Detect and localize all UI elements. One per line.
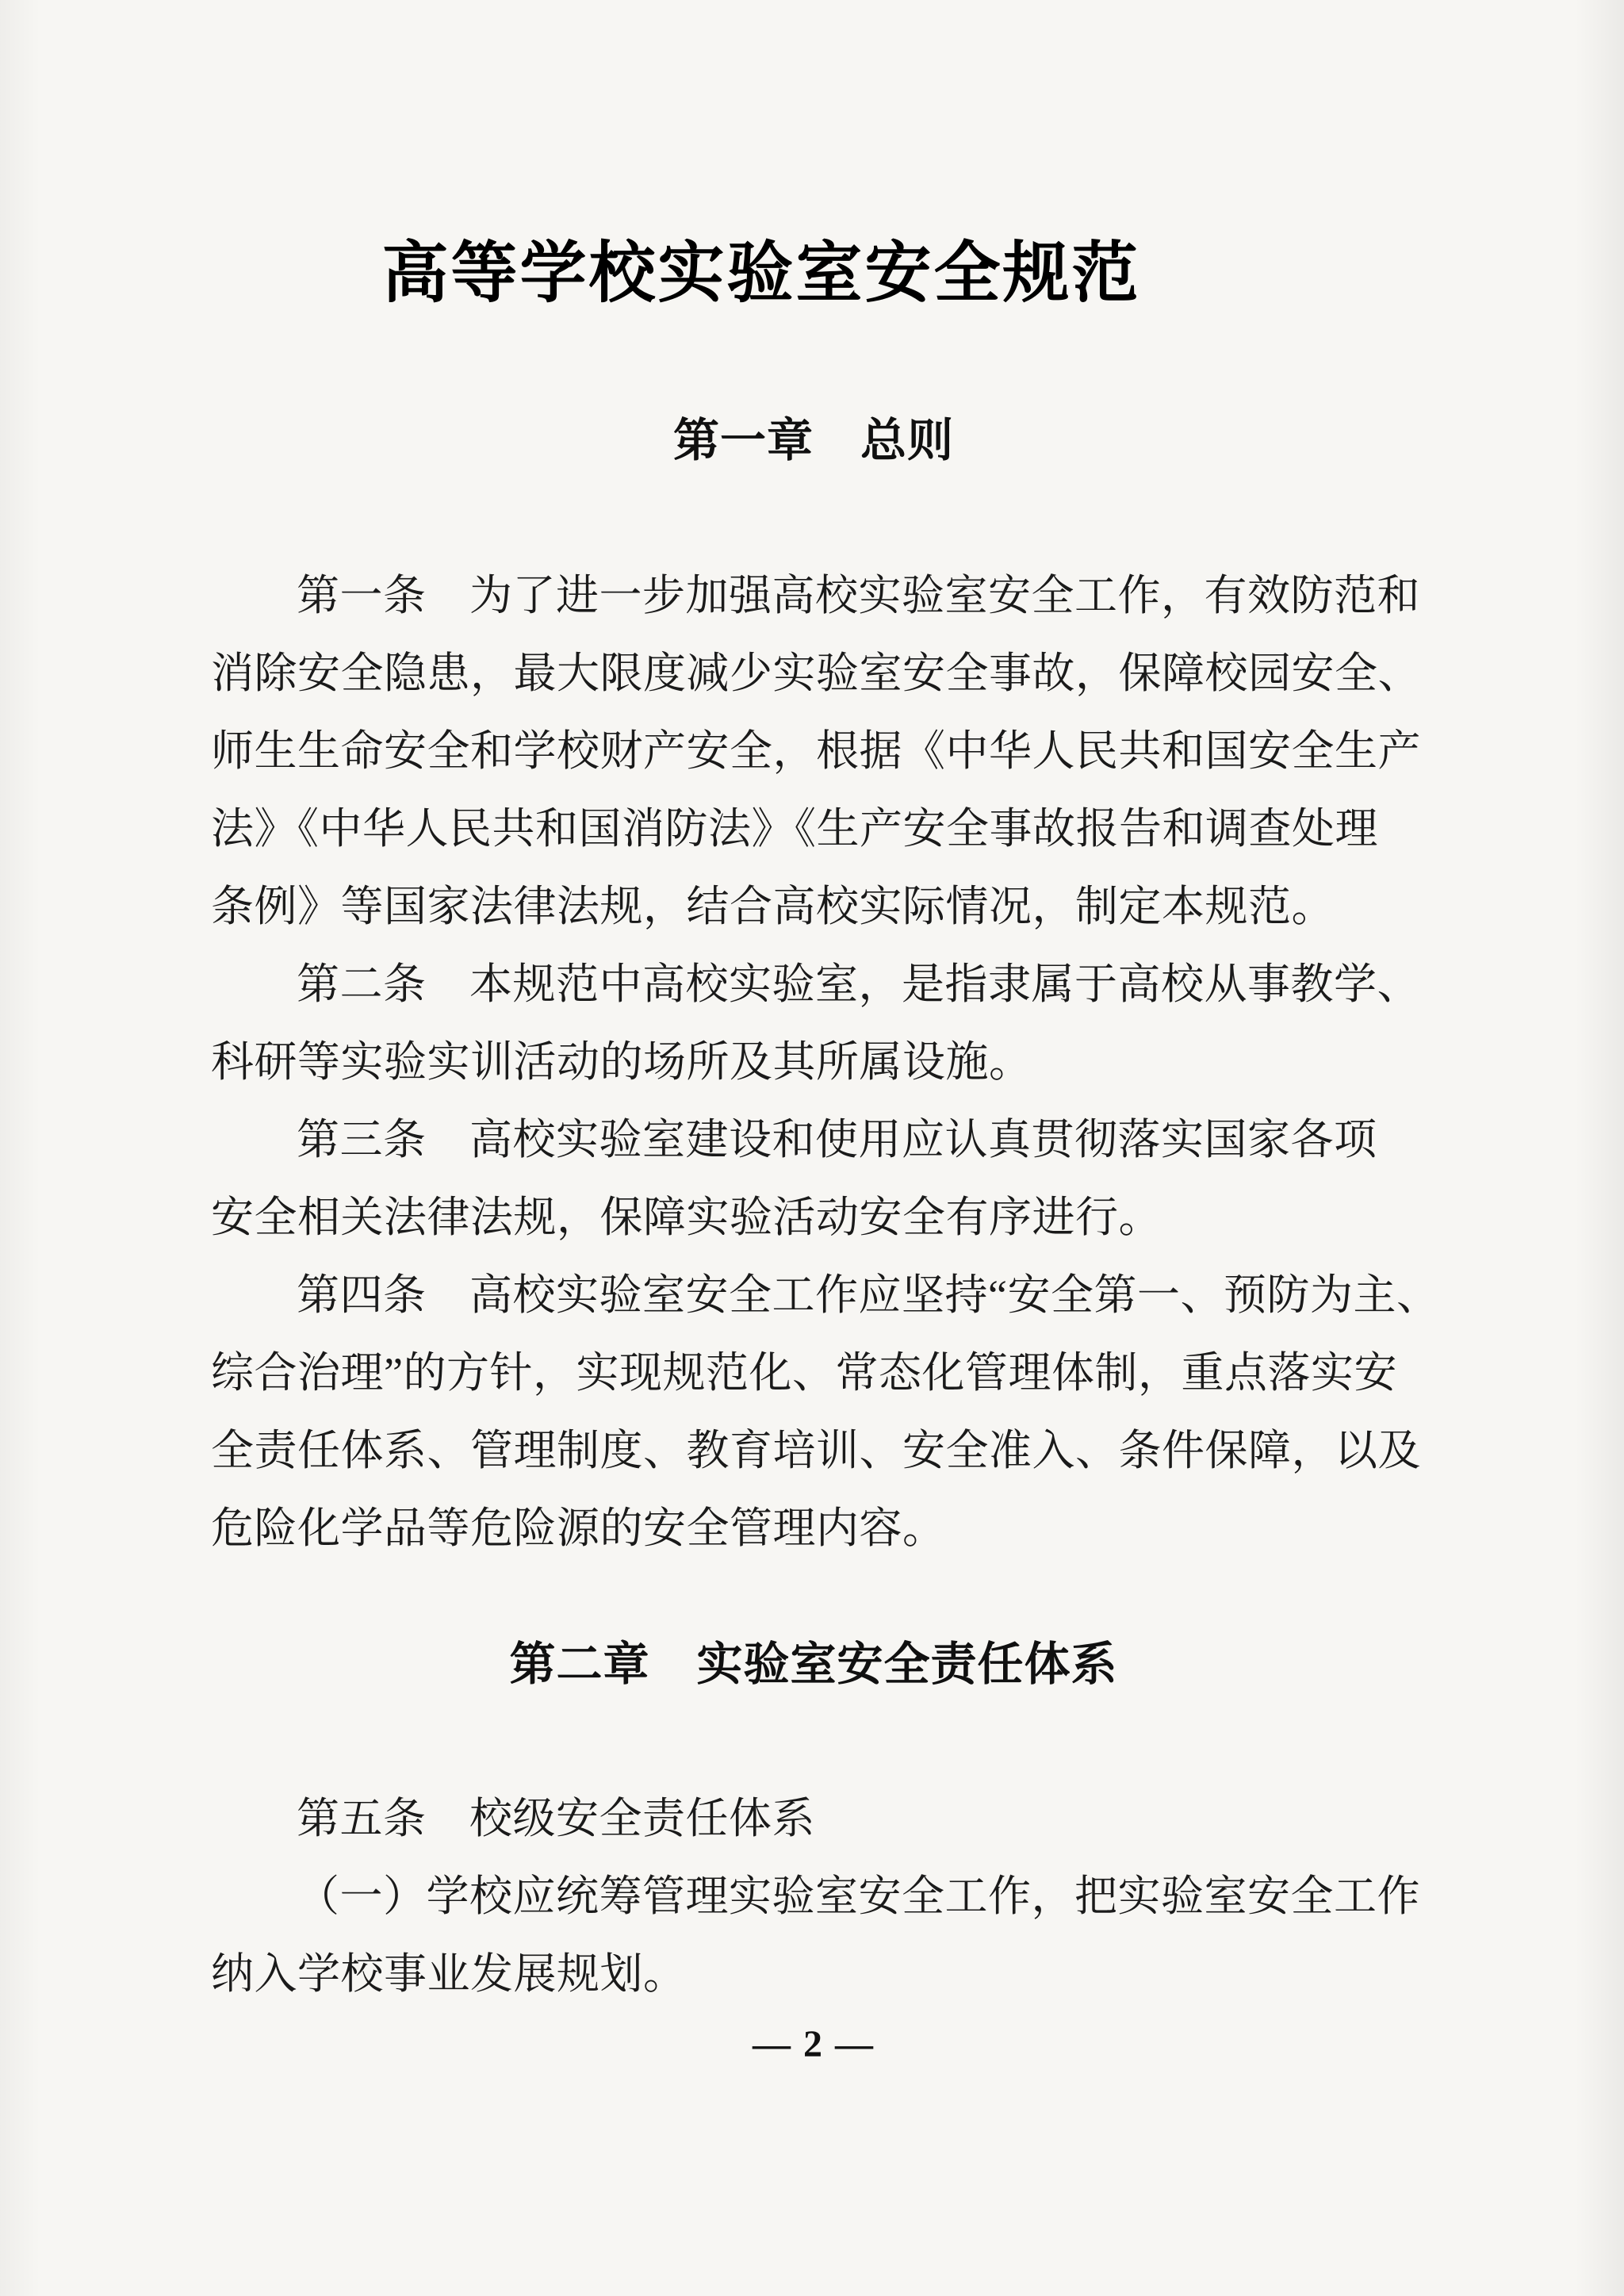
paragraph-line: 综合治理”的方针，实现规范化、常态化管理体制，重点落实安 bbox=[211, 1348, 1397, 1397]
paragraph-line: 科研等实验实训活动的场所及其所属设施。 bbox=[211, 1037, 1032, 1086]
paragraph-line: 危险化学品等危险源的安全管理内容。 bbox=[211, 1504, 946, 1552]
chapter-1-body bbox=[211, 557, 1440, 1567]
chapter-2-heading: 第二章 实验室安全责任体系 bbox=[509, 1638, 1118, 1690]
paragraph-line: 第三条 高校实验室建设和使用应认真贯彻落实国家各项 bbox=[297, 1115, 1377, 1163]
document-title: 高等学校实验室安全规范 bbox=[381, 237, 1141, 311]
paragraph-line: 条例》等国家法律法规，结合高校实际情况，制定本规范。 bbox=[211, 882, 1335, 930]
paragraph-line: 第五条 校级安全责任体系 bbox=[297, 1795, 815, 1843]
paragraph-line: 第二条 本规范中高校实验室，是指隶属于高校从事教学、 bbox=[297, 960, 1420, 1008]
paragraph-line: 纳入学校事业发展规划。 bbox=[211, 1950, 687, 1999]
page-number: — 2 — bbox=[753, 2023, 875, 2066]
paragraph-line: 安全相关法律法规，保障实验活动安全有序进行。 bbox=[211, 1193, 1162, 1241]
paragraph-line: 第四条 高校实验室安全工作应坚持“安全第一、预防为主、 bbox=[297, 1271, 1440, 1319]
chapter-1-heading: 第一章 总则 bbox=[672, 415, 954, 467]
paragraph-line: 全责任体系、管理制度、教育培训、安全准入、条件保障，以及 bbox=[211, 1426, 1421, 1474]
paragraph-line: 师生生命安全和学校财产安全，根据《中华人民共和国安全生产 bbox=[211, 726, 1421, 775]
chapter-2-body bbox=[211, 1780, 1420, 2013]
paragraph-line: 第一条 为了进一步加强高校实验室安全工作，有效防范和 bbox=[297, 571, 1420, 619]
paragraph-line: 消除安全隐患，最大限度减少实验室安全事故，保障校园安全、 bbox=[211, 649, 1421, 697]
paragraph-line: 法》《中华人民共和国消防法》《生产安全事故报告和调查处理 bbox=[211, 804, 1378, 853]
paragraph-line: （一）学校应统筹管理实验室安全工作，把实验室安全工作 bbox=[297, 1872, 1420, 1921]
